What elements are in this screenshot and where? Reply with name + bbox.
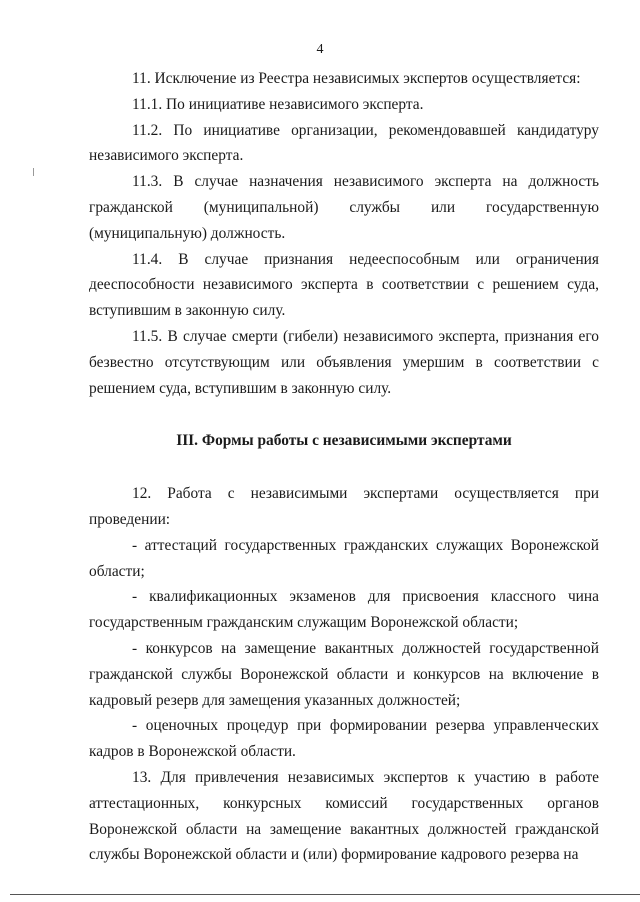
list-item-competitions: - конкурсов на замещение вакантных должностей государственной гражданской службы Воронежской области и конкурсов на включение в кадровый резерв для замещения указанных должностей; xyxy=(89,639,599,709)
paragraph-11-1: 11.1. По инициативе независимого эксперта. xyxy=(132,95,424,113)
paragraph-12: 12. Работа с независимыми экспертами осуществляется при проведении: xyxy=(89,485,599,528)
page-number: 4 xyxy=(316,42,324,57)
paragraph-11-5: 11.5. В случае смерти (гибели) независимого эксперта, признания его безвестно отсутствующим или объявления умершим в соответствии с решением суда, вступившим в законную силу. xyxy=(89,327,599,397)
paragraph-11-2: 11.2. По инициативе организации, рекомендовавшей кандидатуру независимого эксперта. xyxy=(89,121,599,165)
paragraph-11-3: 11.3. В случае назначения независимого эксперта на должность гражданской (муниципальной) службы или государственную (муниципальную) должность. xyxy=(89,173,599,242)
paragraph-11-4: 11.4. В случае признания недееспособным или ограничения дееспособности независимого эксперта в соответствии с решением суда, вступившим в законную силу. xyxy=(89,250,599,320)
list-item-assessments: - оценочных процедур при формировании резерва управленческих кадров в Воронежской области. xyxy=(89,717,599,761)
bottom-rule xyxy=(10,894,640,895)
document-body xyxy=(89,66,599,868)
list-item-exams: - квалификационных экзаменов для присвоения классного чина государственным гражданским служащим Воронежской области; xyxy=(89,588,599,632)
paragraph-13: 13. Для привлечения независимых экспертов к участию в работе аттестационных, конкурсных комиссий государственных органов Воронежской области на замещение вакантных должностей гражданской службы Воронежской области и (или) формирование кадрового резерва на xyxy=(89,768,599,864)
list-item-attestations: - аттестаций государственных гражданских служащих Воронежской области; xyxy=(89,536,599,580)
paragraph-11: 11. Исключение из Реестра независимых экспертов осуществляется: xyxy=(132,70,581,87)
margin-mark xyxy=(33,168,34,176)
section-heading: III. Формы работы с независимыми экспертами xyxy=(176,432,512,450)
